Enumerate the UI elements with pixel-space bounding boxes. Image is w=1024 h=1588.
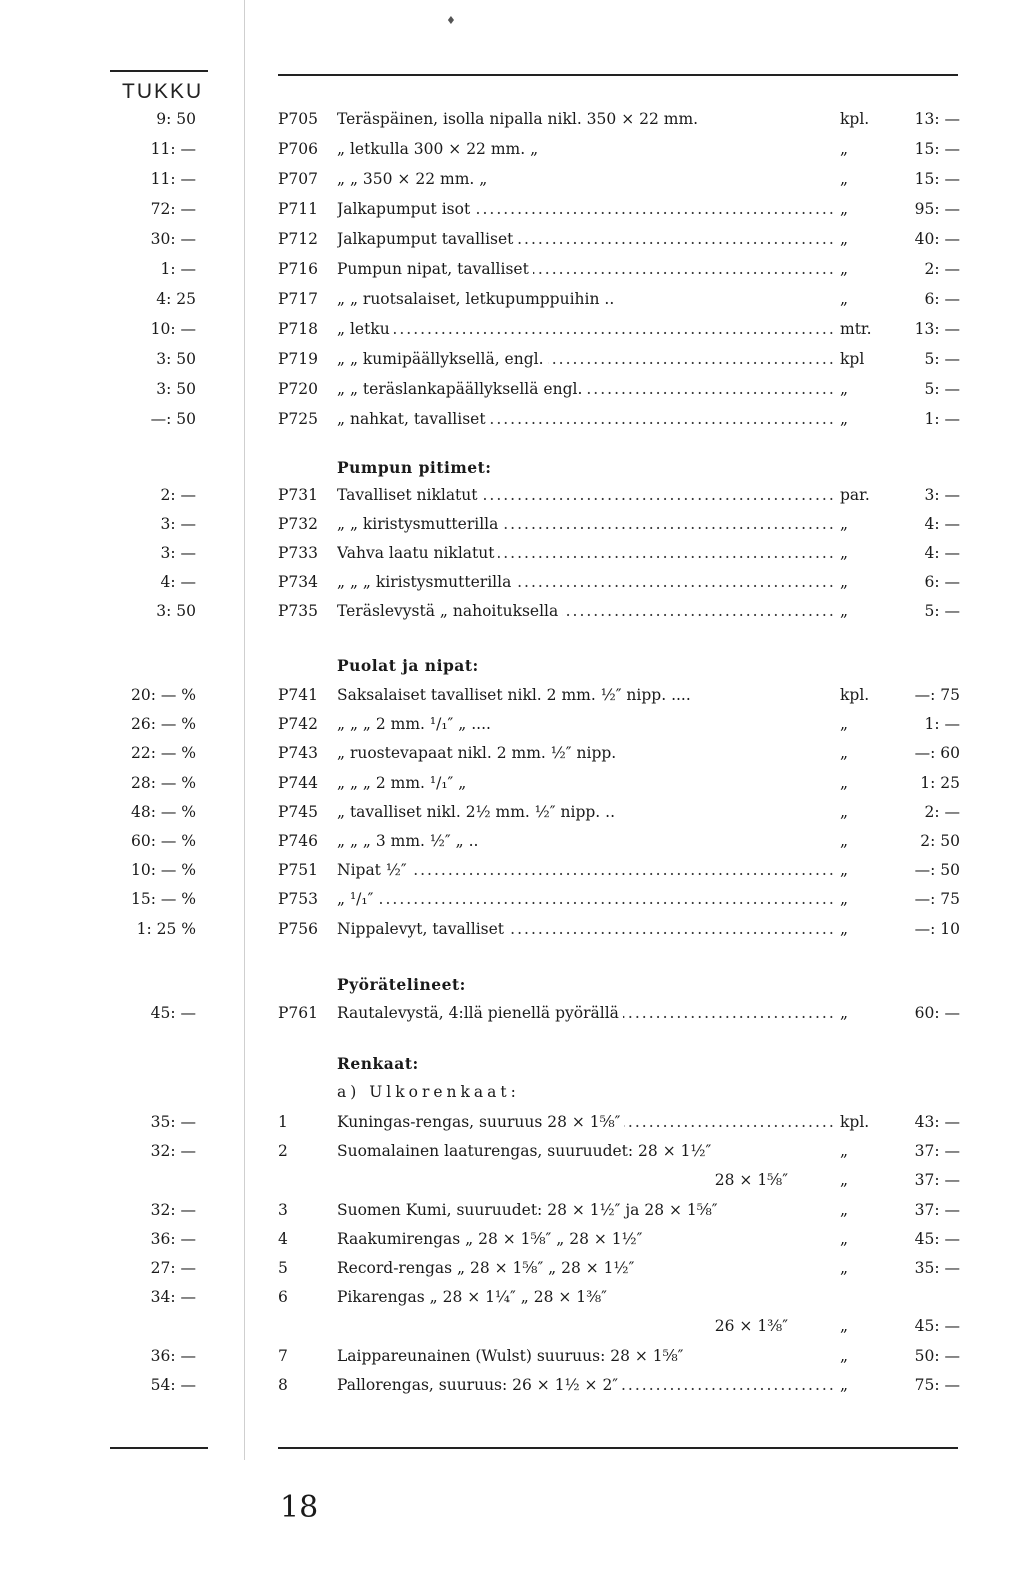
item-description xyxy=(337,290,835,308)
wholesale-price: 20: — % xyxy=(130,686,196,704)
list-item xyxy=(0,544,1024,574)
item-unit: „ xyxy=(840,1317,849,1336)
item-description-text: Tavalliset niklatut xyxy=(337,486,482,504)
retail-price: 2: 50 xyxy=(920,832,960,850)
wholesale-price: 4: 25 xyxy=(156,290,196,308)
list-item xyxy=(0,1113,1024,1143)
retail-price: 60: — xyxy=(914,1004,960,1022)
wholesale-price: 22: — % xyxy=(130,744,196,763)
item-code: 5 xyxy=(278,1259,288,1277)
item-unit: „ xyxy=(840,380,849,398)
list-item xyxy=(0,1288,1024,1318)
wholesale-price: 1: — xyxy=(160,260,196,278)
item-description xyxy=(337,744,835,762)
item-code: P751 xyxy=(278,861,319,880)
item-code: 2 xyxy=(278,1142,288,1161)
item-description-text: „ „ ruotsalaiset, letkupumppuihin .. xyxy=(337,290,618,308)
item-description-text: Suomen Kumi, suuruudet: 28 × 1½″ ja 28 × 1⅝″ xyxy=(337,1201,722,1219)
item-description xyxy=(337,715,835,733)
item-description xyxy=(337,200,835,218)
wholesale-price: 10: — xyxy=(150,320,196,338)
item-description xyxy=(337,686,835,704)
list-item xyxy=(0,774,1024,804)
section-heading: Pumpun pitimet: xyxy=(337,458,492,477)
item-unit: mtr. xyxy=(840,320,872,338)
wholesale-price: 10: — % xyxy=(130,861,196,880)
item-description-text: Teräslevystä „ nahoituksella xyxy=(337,602,562,620)
wholesale-price: 4: — xyxy=(160,573,196,591)
item-description-text: „ tavalliset nikl. 2½ mm. ½″ nipp. .. xyxy=(337,803,619,821)
item-description-text: Suomalainen laaturengas, suuruudet: 28 × 1½″ xyxy=(337,1142,715,1160)
list-item xyxy=(0,832,1024,862)
item-unit: „ xyxy=(840,140,849,158)
top-rule-right xyxy=(278,74,958,76)
item-description-text: „ ruostevapaat nikl. 2 mm. ½″ nipp. xyxy=(337,744,620,762)
list-item xyxy=(0,1004,1024,1034)
item-description xyxy=(337,573,835,591)
item-code: P716 xyxy=(278,260,319,278)
item-description-text: Pumpun nipat, tavalliset xyxy=(337,260,533,278)
retail-price: 13: — xyxy=(914,320,960,338)
retail-price: —: 75 xyxy=(914,890,960,909)
item-unit: „ xyxy=(840,1375,849,1394)
item-description-text: Teräspäinen, isolla nipalla nikl. 350 × 22 mm. xyxy=(337,110,702,128)
retail-price: 95: — xyxy=(914,200,960,218)
list-item xyxy=(0,715,1024,745)
item-code: P744 xyxy=(278,773,319,792)
wholesale-price: 15: — % xyxy=(130,890,196,909)
wholesale-price: 35: — xyxy=(150,1113,196,1131)
item-unit: „ xyxy=(840,802,849,821)
wholesale-price: 32: — xyxy=(150,1200,196,1219)
item-unit: „ xyxy=(840,715,849,734)
item-description-text: „ „ kumipäällyksellä, engl. xyxy=(337,350,548,368)
item-description-text: Rautalevystä, 4:llä pienellä pyörällä xyxy=(337,1004,623,1022)
item-description-text: „ letkulla 300 × 22 mm. „ xyxy=(337,140,542,158)
item-description xyxy=(337,1230,835,1248)
item-code: P753 xyxy=(278,890,319,909)
wholesale-price: 27: — xyxy=(150,1259,196,1277)
retail-price: —: 60 xyxy=(914,744,960,763)
retail-price: 37: — xyxy=(914,1171,960,1190)
item-description xyxy=(337,350,835,368)
wholesale-price: 3: 50 xyxy=(156,380,196,398)
item-description-text: Laippareunainen (Wulst) suuruus: 28 × 1⅝″ xyxy=(337,1347,687,1365)
item-description xyxy=(337,1376,835,1394)
item-code: 6 xyxy=(278,1288,288,1307)
list-item xyxy=(0,515,1024,545)
retail-price: 1: 25 xyxy=(920,773,960,792)
list-item xyxy=(0,486,1024,516)
item-description xyxy=(337,774,835,792)
item-code: P735 xyxy=(278,602,319,620)
item-unit: „ xyxy=(840,602,849,620)
item-description xyxy=(337,1171,792,1189)
item-code: P717 xyxy=(278,290,319,308)
item-description-text: Pallorengas, suuruus: 26 × 1½ × 2″ xyxy=(337,1376,622,1394)
wholesale-price: 9: 50 xyxy=(156,110,196,128)
wholesale-price: 11: — xyxy=(150,170,196,188)
item-code: P756 xyxy=(278,919,319,938)
item-code: P741 xyxy=(278,686,319,704)
list-item xyxy=(0,230,1024,260)
item-description-text: Vahva laatu niklatut xyxy=(337,544,498,562)
retail-price: 15: — xyxy=(914,170,960,188)
item-description xyxy=(337,832,835,850)
retail-price: 5: — xyxy=(924,380,960,398)
list-item xyxy=(0,1259,1024,1289)
list-item xyxy=(0,320,1024,350)
item-unit: „ xyxy=(840,861,849,880)
list-item xyxy=(0,686,1024,716)
item-code: P746 xyxy=(278,832,319,850)
item-code: 1 xyxy=(278,1113,288,1131)
item-description-text: „ letku xyxy=(337,320,394,338)
retail-price: 4: — xyxy=(924,515,960,533)
retail-price: 13: — xyxy=(914,110,960,128)
list-item xyxy=(0,890,1024,920)
item-description-text: Nippalevyt, tavalliset xyxy=(337,920,508,938)
item-description-text: Jalkapumput isot xyxy=(337,200,474,218)
item-code: 8 xyxy=(278,1375,288,1394)
item-code: P742 xyxy=(278,715,319,734)
wholesale-price: 3: 50 xyxy=(156,350,196,368)
item-unit: „ xyxy=(840,230,849,248)
list-item xyxy=(0,1171,1024,1201)
item-code: P745 xyxy=(278,802,319,821)
item-unit: „ xyxy=(840,1229,849,1248)
item-description xyxy=(337,861,835,879)
item-description-text: „ „ „ 2 mm. ¹/₁″ „ .... xyxy=(337,715,495,733)
wholesale-column-header: TUKKU xyxy=(122,80,204,103)
retail-price: 2: — xyxy=(924,260,960,278)
list-item xyxy=(0,350,1024,380)
wholesale-price: 32: — xyxy=(150,1142,196,1161)
item-unit: „ xyxy=(840,1171,849,1190)
item-description-text: 26 × 1⅜″ xyxy=(715,1317,792,1335)
list-item xyxy=(0,1142,1024,1172)
item-description xyxy=(337,486,835,504)
wholesale-price: —: 50 xyxy=(150,410,196,428)
item-unit: „ xyxy=(840,1259,849,1277)
wholesale-price: 3: — xyxy=(160,515,196,533)
list-item xyxy=(0,110,1024,140)
list-item xyxy=(0,1376,1024,1406)
item-description-text: Record-rengas „ 28 × 1⅝″ „ 28 × 1½″ xyxy=(337,1259,638,1277)
retail-price: —: 75 xyxy=(914,686,960,704)
wholesale-price: 48: — % xyxy=(130,802,196,821)
wholesale-price: 28: — % xyxy=(130,773,196,792)
item-description-text: Saksalaiset tavalliset nikl. 2 mm. ½″ nipp. .... xyxy=(337,686,695,704)
wholesale-price: 36: — xyxy=(150,1346,196,1365)
item-code: P725 xyxy=(278,410,319,428)
retail-price: 5: — xyxy=(924,350,960,368)
item-description-text: „ „ „ kiristysmutterilla xyxy=(337,573,515,591)
list-item xyxy=(0,1201,1024,1231)
retail-price: 2: — xyxy=(924,802,960,821)
item-description xyxy=(337,110,835,128)
wholesale-price: 30: — xyxy=(150,230,196,248)
item-description xyxy=(337,1288,835,1306)
retail-price: 37: — xyxy=(914,1142,960,1161)
item-description-text: Pikarengas „ 28 × 1¼″ „ 28 × 1⅜″ xyxy=(337,1288,611,1306)
item-code: P718 xyxy=(278,320,319,338)
retail-price: 4: — xyxy=(924,544,960,562)
wholesale-price: 60: — % xyxy=(130,832,196,850)
retail-price: 5: — xyxy=(924,602,960,620)
item-description-text: Jalkapumput tavalliset xyxy=(337,230,517,248)
retail-price: 1: — xyxy=(924,410,960,428)
item-description xyxy=(337,1113,835,1131)
item-unit: kpl xyxy=(840,350,865,368)
item-unit: „ xyxy=(840,544,849,562)
item-description xyxy=(337,260,835,278)
item-description xyxy=(337,380,835,398)
item-code: P707 xyxy=(278,170,319,188)
wholesale-price: 11: — xyxy=(150,140,196,158)
item-unit: „ xyxy=(840,573,849,591)
item-unit: kpl. xyxy=(840,110,870,128)
item-code: P733 xyxy=(278,544,319,562)
section-heading: Renkaat: xyxy=(337,1054,419,1073)
section-heading: Pyörätelineet: xyxy=(337,975,466,994)
retail-price: —: 50 xyxy=(914,861,960,880)
item-unit: „ xyxy=(840,170,849,188)
list-item xyxy=(0,260,1024,290)
retail-price: 40: — xyxy=(914,230,960,248)
item-unit: „ xyxy=(840,515,849,533)
retail-price: 75: — xyxy=(914,1375,960,1394)
item-description xyxy=(337,1004,835,1022)
item-description-text: „ „ teräslankapäällyksellä engl. xyxy=(337,380,586,398)
list-item xyxy=(0,380,1024,410)
list-item xyxy=(0,1347,1024,1377)
item-unit: „ xyxy=(840,890,849,909)
bottom-rule-left xyxy=(110,1447,208,1449)
item-unit: „ xyxy=(840,744,849,763)
retail-price: 3: — xyxy=(924,486,960,504)
wholesale-price: 34: — xyxy=(150,1288,196,1307)
item-description-text: „ „ 350 × 22 mm. „ xyxy=(337,170,491,188)
retail-price: 15: — xyxy=(914,140,960,158)
item-code: P731 xyxy=(278,486,319,504)
wholesale-price: 3: — xyxy=(160,544,196,562)
item-description xyxy=(337,1259,835,1277)
item-unit: „ xyxy=(840,1142,849,1161)
item-description xyxy=(337,140,835,158)
item-description xyxy=(337,803,835,821)
item-code: P705 xyxy=(278,110,319,128)
list-item xyxy=(0,200,1024,230)
list-item xyxy=(0,803,1024,833)
bottom-rule-right xyxy=(278,1447,958,1449)
item-unit: kpl. xyxy=(840,1113,870,1131)
item-description-text: „ „ „ 2 mm. ¹/₁″ „ xyxy=(337,774,470,792)
page-number: 18 xyxy=(280,1490,319,1525)
wholesale-price: 2: — xyxy=(160,486,196,504)
item-code: P734 xyxy=(278,573,319,591)
item-code: 4 xyxy=(278,1229,288,1248)
item-description xyxy=(337,410,835,428)
list-item xyxy=(0,602,1024,632)
list-item xyxy=(0,140,1024,170)
item-code: P732 xyxy=(278,515,319,533)
section-subheading: a) Ulkorenkaat: xyxy=(337,1083,520,1101)
retail-price: 45: — xyxy=(914,1229,960,1248)
retail-price: 1: — xyxy=(924,715,960,734)
item-unit: par. xyxy=(840,486,870,504)
list-item xyxy=(0,290,1024,320)
item-description xyxy=(337,170,835,188)
item-description xyxy=(337,544,835,562)
list-item xyxy=(0,1230,1024,1260)
wholesale-price: 45: — xyxy=(150,1004,196,1022)
retail-price: 43: — xyxy=(914,1113,960,1131)
item-code: P706 xyxy=(278,140,319,158)
item-unit: „ xyxy=(840,832,849,850)
item-code: P719 xyxy=(278,350,319,368)
item-description-text: „ „ kiristysmutterilla xyxy=(337,515,502,533)
item-description-text: „ nahkat, tavalliset xyxy=(337,410,490,428)
retail-price: 6: — xyxy=(924,573,960,591)
item-unit: „ xyxy=(840,773,849,792)
section-heading: Puolat ja nipat: xyxy=(337,656,479,675)
item-description-text: Nipat ½″ xyxy=(337,861,411,879)
item-unit: „ xyxy=(840,1004,849,1022)
wholesale-price: 54: — xyxy=(150,1375,196,1394)
item-unit: „ xyxy=(840,290,849,308)
list-item xyxy=(0,573,1024,603)
item-unit: „ xyxy=(840,1346,849,1365)
item-description xyxy=(337,890,835,908)
list-item xyxy=(0,920,1024,950)
item-description-text: Kuningas-rengas, suuruus 28 × 1⅝″ xyxy=(337,1113,624,1131)
list-item xyxy=(0,1317,1024,1347)
item-description-text: „ „ „ 3 mm. ½″ „ .. xyxy=(337,832,482,850)
item-description-text: „ ¹/₁″ xyxy=(337,890,377,908)
item-unit: kpl. xyxy=(840,686,870,704)
list-item xyxy=(0,861,1024,891)
item-description xyxy=(337,920,835,938)
top-rule-left xyxy=(110,70,208,72)
item-description xyxy=(337,1317,792,1335)
retail-price: —: 10 xyxy=(914,919,960,938)
item-unit: „ xyxy=(840,1200,849,1219)
wholesale-price: 26: — % xyxy=(130,715,196,734)
retail-price: 50: — xyxy=(914,1346,960,1365)
list-item xyxy=(0,410,1024,440)
list-item xyxy=(0,744,1024,774)
wholesale-price: 36: — xyxy=(150,1229,196,1248)
list-item xyxy=(0,170,1024,200)
item-description xyxy=(337,515,835,533)
item-description xyxy=(337,1142,835,1160)
item-code: P761 xyxy=(278,1004,319,1022)
item-description-text: Raakumirengas „ 28 × 1⅝″ „ 28 × 1½″ xyxy=(337,1230,646,1248)
item-code: P712 xyxy=(278,230,319,248)
item-code: 7 xyxy=(278,1346,288,1365)
item-unit: „ xyxy=(840,919,849,938)
item-code: P743 xyxy=(278,744,319,763)
item-code: 3 xyxy=(278,1200,288,1219)
item-description xyxy=(337,602,835,620)
item-description xyxy=(337,1347,835,1365)
item-description-text: 28 × 1⅝″ xyxy=(715,1171,792,1189)
print-mark-icon: ♦ xyxy=(446,14,456,27)
item-unit: „ xyxy=(840,260,849,278)
wholesale-price: 1: 25 % xyxy=(136,919,196,938)
item-unit: „ xyxy=(840,410,849,428)
item-code: P711 xyxy=(278,200,319,218)
item-code: P720 xyxy=(278,380,319,398)
item-description xyxy=(337,1201,835,1219)
item-description xyxy=(337,230,835,248)
wholesale-price: 3: 50 xyxy=(156,602,196,620)
retail-price: 6: — xyxy=(924,290,960,308)
wholesale-price: 72: — xyxy=(150,200,196,218)
item-description xyxy=(337,320,835,338)
retail-price: 35: — xyxy=(914,1259,960,1277)
retail-price: 37: — xyxy=(914,1200,960,1219)
retail-price: 45: — xyxy=(914,1317,960,1336)
item-unit: „ xyxy=(840,200,849,218)
